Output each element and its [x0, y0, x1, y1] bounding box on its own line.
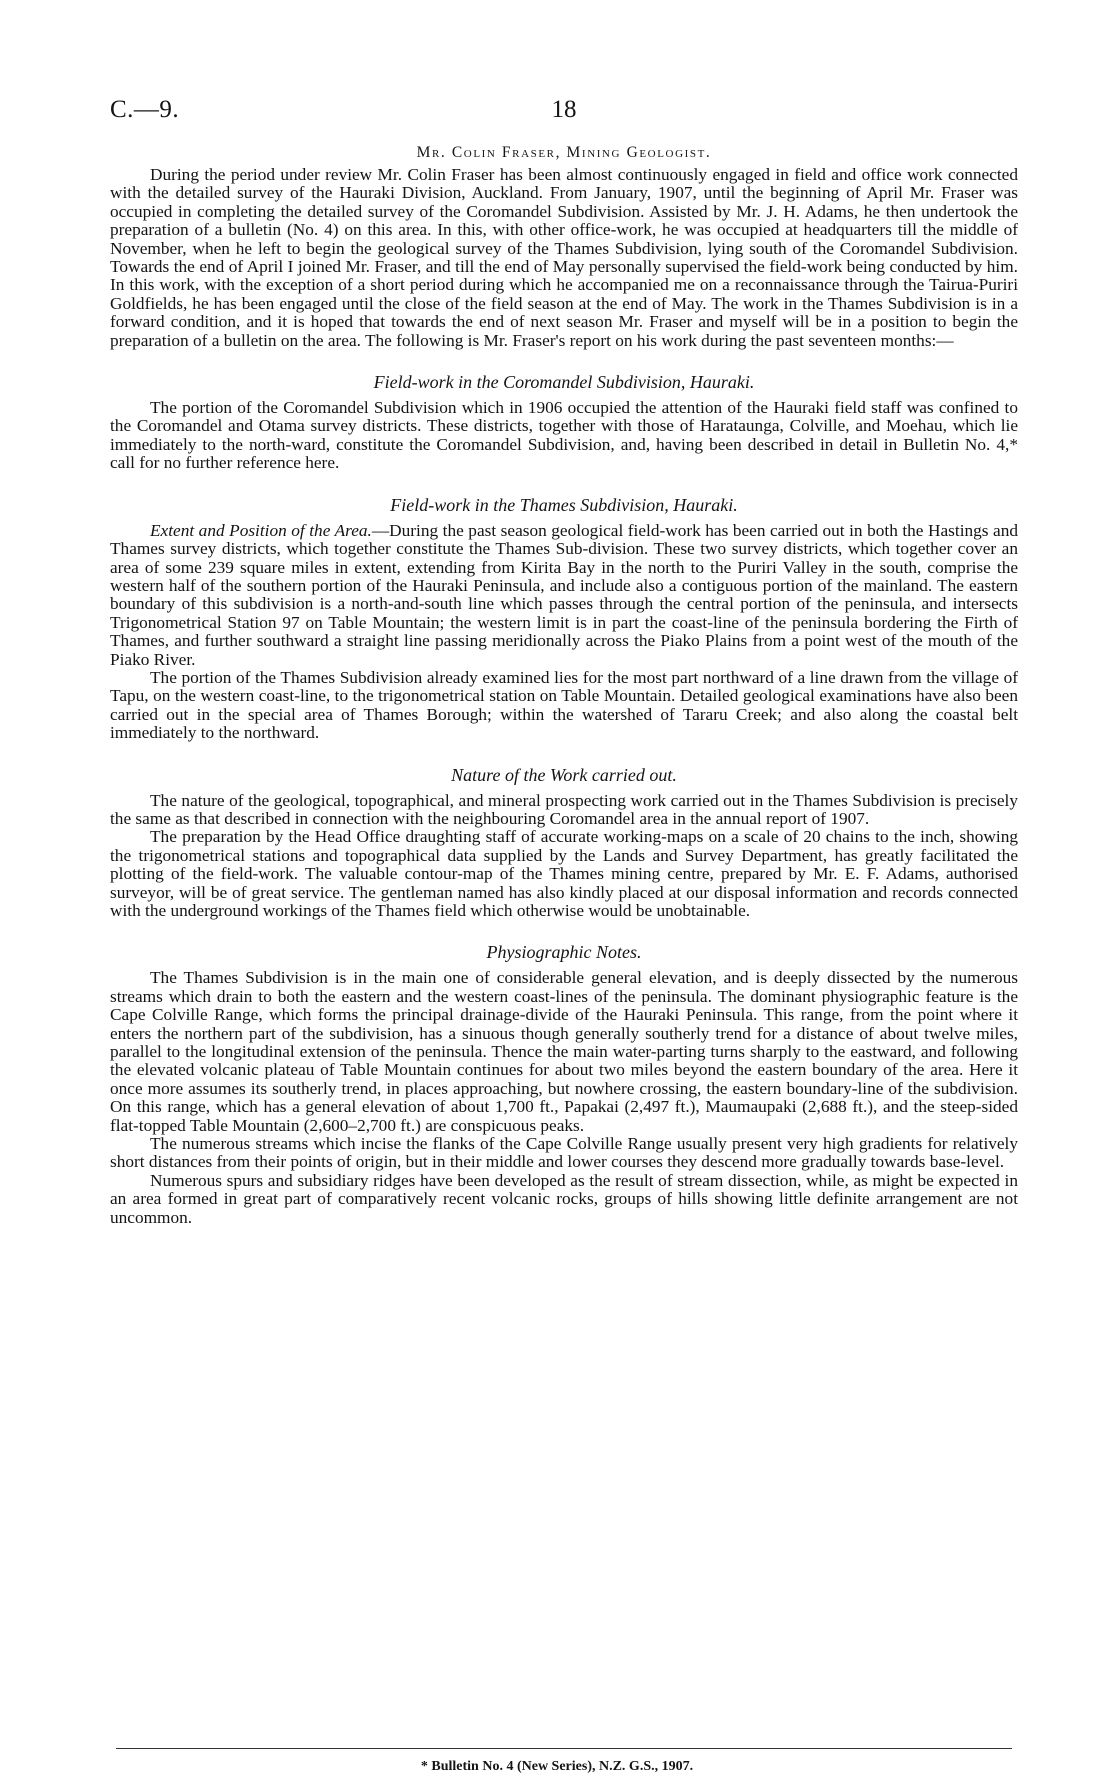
paragraph-text: The preparation by the Head Office draughting staff of accurate working-maps on a scale of 20 chains to the inch, showing the trigonometrical stations and topographical data supplied by the Lands and Survey Department, has greatly facilitated the plotting of the field-work. The valuable contour-map of the Thames mining centre, prepared by Mr. E. F. Adams, authorised surveyor, will be of great service. The gentleman named has also kindly placed at our disposal information and records connected with the underground workings of the Thames field which otherwise would be unobtainable.: [110, 827, 1018, 920]
paragraph-text: —During the past season geological field-work has been carried out in both the Hastings and Thames survey districts, which together constitute the Thames Sub-division. These two survey districts, which together cover an area of some 239 square miles in extent, extending from Kirita Bay in the north to the Puriri Valley in the south, comprise the western half of the southern portion of the Hauraki Peninsula, and include also a contiguous portion of the mainland. The eastern boundary of this subdivision is a north-and-south line which passes through the central portion of the peninsula, and intersects Trigonometrical Station 97 on Table Mountain; the western limit is in part the coast-line of the peninsula bordering the Firth of Thames, and further southward a straight line passing meridionally across the Piako Plains from a point west of the mouth of the Piako River.: [110, 520, 1018, 669]
paragraph-text: The numerous streams which incise the flanks of the Cape Colville Range usually present very high gradients for relatively short distances from their points of origin, but in their middle and lower courses they descend more gradually towards base-level.: [110, 1134, 1018, 1172]
section-heading: Field-work in the Thames Subdivision, Hauraki.: [390, 494, 738, 515]
page-header: [110, 96, 1018, 130]
paragraph-text: The portion of the Coromandel Subdivision which in 1906 occupied the attention of the Hauraki field staff was confined to the Coromandel and Otama survey districts. These districts, together with those of Harataunga, Colville, and Moehau, which lie immediately to the north-ward, constitute the Coromandel Subdivision, and, having been described in detail in Bulletin No. 4,* call for no further reference here.: [110, 398, 1018, 473]
intro-paragraph: During the period under review Mr. Colin Fraser has been almost continuously engaged in field and office work connected with the detailed survey of the Hauraki Division, Auckland. From January, 1907, until the beginning of April Mr. Fraser was occupied in completing the detailed survey of the Coromandel Subdivision. Assisted by Mr. J. H. Adams, he then undertook the preparation of a bulletin (No. 4) on this area. In this, with other office-work, he was occupied at headquarters till the middle of November, when he left to begin the geological survey of the Thames Subdivision, lying south of the Coromandel Subdivision. Towards the end of April I joined Mr. Fraser, and till the end of May personally supervised the field-work being conducted by him. In this work, with the exception of a short period during which he accompanied me on a reconnaissance through the Tairua-Puriri Goldfields, he has been engaged until the close of the field season at the end of May. The work in the Thames Subdivision is in a forward condition, and it is hoped that towards the end of next season Mr. Fraser and myself will be in a position to begin the preparation of a bulletin on the area. The following is Mr. Fraser's report on his work during the past seventeen months:—: [110, 165, 1018, 350]
paragraph-text: Numerous spurs and subsidiary ridges have been developed as the result of stream dissection, while, as might be expected in an area formed in great part of comparatively recent volcanic rocks, groups of hills showing little definite arrangement are not uncommon.: [110, 1170, 1018, 1227]
paragraph: [110, 1172, 1018, 1227]
body-column: [110, 144, 1018, 1227]
footnote: * Bulletin No. 4 (New Series), N.Z. G.S., 1907.: [420, 1759, 694, 1774]
paragraph: [110, 1135, 1018, 1172]
section-heading: Nature of the Work carried out.: [451, 764, 677, 785]
paragraph-lead: Extent and Position of the Area.: [150, 520, 372, 540]
paragraph: [110, 522, 1018, 669]
paragraph: [110, 399, 1018, 473]
paragraph: [110, 792, 1018, 829]
section-heading: Field-work in the Coromandel Subdivision, Hauraki.: [373, 372, 755, 393]
section-heading: Physiographic Notes.: [486, 942, 642, 963]
paragraph: [110, 828, 1018, 920]
paragraph-text: The portion of the Thames Subdivision already examined lies for the most part northward of a line drawn from the village of Tapu, on the western coast-line, to the trigonometrical station on Table Mountain. Detailed geological examinations have also been carried out in the special area of Thames Borough; within the watershed of Tararu Creek; and also along the coastal belt immediately to the northward.: [110, 667, 1018, 743]
paragraph: [110, 969, 1018, 1135]
page-number: 18: [551, 96, 577, 123]
section-title: Mr. Colin Fraser, Mining Geologist.: [416, 144, 712, 161]
footnote-divider: [116, 1748, 1012, 1749]
document-code: C.—9.: [110, 96, 180, 123]
paragraph-text: The Thames Subdivision is in the main one of considerable general elevation, and is deeply dissected by the numerous streams which drain to both the eastern and the western coast-lines of the peninsula. The dominant physiographic feature is the Cape Colville Range, which forms the principal drainage-divide of the Hauraki Peninsula. This range, from the point where it enters the northern part of the subdivision, has a sinuous though generally southerly trend for a distance of about twelve miles, parallel to the longitudinal extension of the peninsula. Thence the main water-parting turns sharply to the eastward, and following the elevated volcanic plateau of Table Mountain continues for about two miles beyond the eastern boundary of the area. Here it once more assumes its southerly trend, in places approaching, but nowhere crossing, the eastern boundary-line of the subdivision. On this range, which has a general elevation of about 1,700 ft., Papakai (2,497 ft.), Maumaupaki (2,688 ft.), and the steep-sided flat-topped Table Mountain (2,600–2,700 ft.) are conspicuous peaks.: [110, 968, 1018, 1135]
paragraph: [110, 669, 1018, 743]
paragraph-text: The nature of the geological, topographical, and mineral prospecting work carried out in the Thames Subdivision is precisely the same as that described in connection with the neighbouring Coromandel area in the annual report of 1907.: [110, 790, 1018, 828]
